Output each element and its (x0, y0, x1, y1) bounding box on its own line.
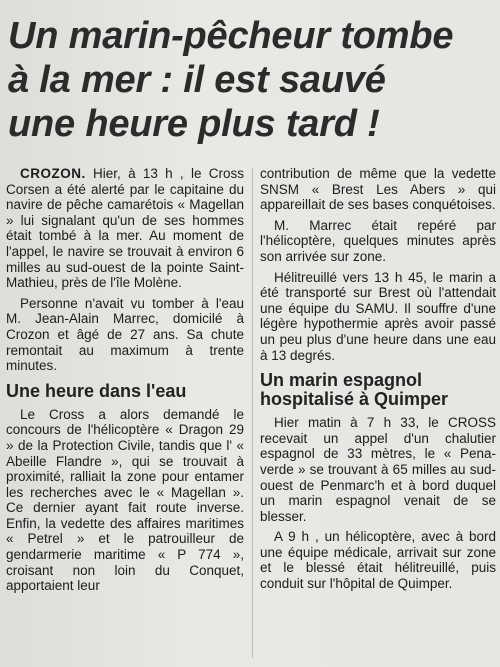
paragraph: M. Marrec était repéré par l'hélicoptère, quelques minutes après son arrivée sur zone. (260, 217, 496, 264)
subheading: Un marin espagnol hospitalisé à Quimper (260, 370, 449, 410)
paragraph: contribution de même que la vedette SNSM « Brest Les Abers » qui appareillait de ses bases conquétoises. (260, 166, 496, 213)
paragraph (6, 166, 244, 291)
left-column (6, 166, 244, 594)
paragraph: Hélitreuillé vers 13 h 45, le marin a été transporté sur Brest où l'attendait une équipe du SAMU. Il souffre d'une légère hypothermie après avoir passé un peu plus d'une heure dans une eau à 13 degrés. (260, 269, 496, 363)
subheading: Une heure dans l'eau (6, 380, 187, 401)
paragraph-text: Hier, à 13 h , le Cross Corsen a été alerté par le capitaine du navire de pêche camarétois « Magellan » lui signalant qu'un de ses hommes était tombé à la mer. Au moment de l'appel, le navire se trouvait à environ 6 milles au sud-ouest de la pointe Saint-Mathieu, près de l'île Molène. (6, 166, 244, 291)
paragraph: Le Cross a alors demandé le concours de l'hélicoptère « Dragon 29 » de la Protection Civile, tandis que l' « Abeille Flandre », qui se trouvait à proximité, ralliait la zone pour entamer les recherches avec le « Magellan ». Ce dernier ayant fait route inverse. Enfin, la vedette des affaires maritimes « Petrel » et le patrouilleur de gendarmerie maritime « P 774 », croisant non loin du Conquet, apportaient leur (6, 406, 244, 594)
dateline: CROZON. (20, 166, 86, 181)
headline-line-1: Un marin-pêcheur tombe (8, 15, 454, 57)
paragraph: Personne n'avait vu tomber à l'eau M. Jean-Alain Marrec, domicilé à Crozon et âgé de 27 ans. Sa chute remontait au maximum à trente minutes. (6, 295, 244, 374)
paragraph: Hier matin à 7 h 33, le CROSS recevait un appel d'un chalutier espagnol de 33 mètres, le « Pena-verde » se trouvant à 65 milles au sud-ouest de Penmarc'h et à bord duquel un marin espagnol venait de se blesser. (260, 415, 496, 524)
headline-line-2: à la mer : il est sauvé (8, 59, 386, 101)
paragraph: A 9 h , un hélicoptère, avec à bord une équipe médicale, arrivait sur zone et le blessé était hélitreuillé, puis conduit sur l'hôpital de Quimper. (260, 529, 496, 592)
right-column (260, 166, 496, 592)
article-headline (8, 14, 494, 146)
column-divider (252, 168, 253, 658)
headline-line-3: une heure plus tard ! (8, 103, 380, 145)
